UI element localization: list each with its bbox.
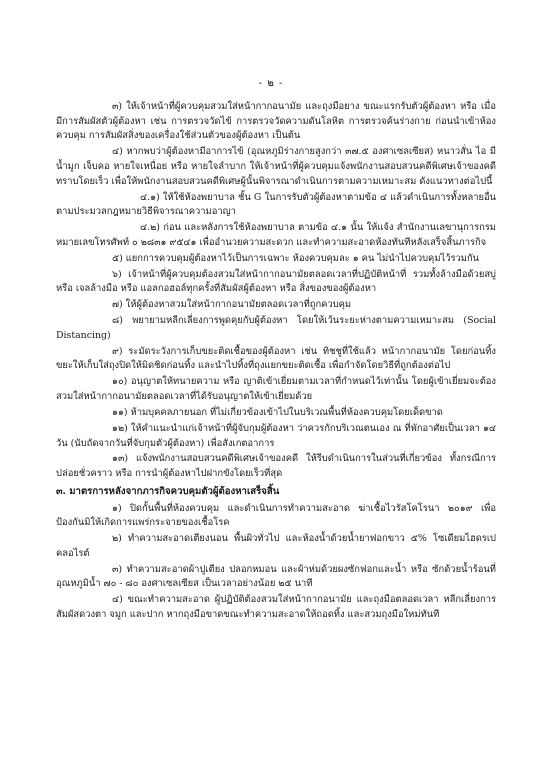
paragraph-item-13: ๑๓) แจ้งพนักงานสอบสวนคดีพิเศษเจ้าของคดี ให้รีบดำเนินการในส่วนที่เกี่ยวข้อง ทั้งกรณีการปล่อยชั่วคราว หรือ การนำผู้ต้องหาไปฝากขังโดยเร็วที่สุด xyxy=(56,453,496,480)
paragraph-item-8: ๘) พยายามหลีกเลี่ยงการพูดคุยกับผู้ต้องหา โดยให้เว้นระยะห่างตามความเหมาะสม (Social Distancing) xyxy=(56,315,496,341)
paragraph-item-10: ๑๐) อนุญาตให้ทนายความ หรือ ญาติเข้าเยี่ยมตามเวลาที่กำหนดไว้เท่านั้น โดยผู้เข้าเยี่ยมจะต้องสวมใส่หน้ากากอนามัยตลอดเวลาที่ได้รับอนุญาตให้เข้าเยี่ยมด้วย xyxy=(56,376,496,403)
paragraph-post-1: ๑) ปิดกั้นพื้นที่ห้องควบคุม และดำเนินการทำความสะอาด ฆ่าเชื้อไวรัสโคโรนา ๒๐๑๙ เพื่อป้องกันมิให้เกิดการแพร่กระจายของเชื้อโรค xyxy=(56,502,496,529)
section-heading-3: ๓. มาตรการหลังจากภารกิจควบคุมตัวผู้ต้องหาเสร็จสิ้น xyxy=(56,485,280,497)
paragraph-item-5: ๕) แยกการควบคุมผู้ต้องหาไว้เป็นการเฉพาะ ห้องควบคุมละ ๑ คน ไม่นำไปควบคุมไว้รวมกัน xyxy=(112,252,480,264)
paragraph-post-3: ๓) ทำความสะอาดผ้าปูเตียง ปลอกหมอน และผ้าห่มด้วยผงซักฟอกและน้ำ หรือ ซักด้วยน้ำร้อนที่อุณหภูมิน้ำ ๗๐ - ๘๐ องศาเซลเซียส เป็นเวลาอย่างน้อย ๒๕ นาที xyxy=(56,563,496,590)
paragraph-item-11: ๑๑) ห้ามบุคคลภายนอก ที่ไม่เกี่ยวข้องเข้าไปในบริเวณพื้นที่ห้องควบคุมโดยเด็ดขาด xyxy=(112,406,443,418)
paragraph-item-4-1: ๔.๑) ให้ใช้ห้องพยาบาล ชั้น G ในการรับตัวผู้ต้องหาตามข้อ ๔ แล้วดำเนินการทั้งหลายอื่นตามประมวลกฎหมายวิธีพิจารณาความอาญา xyxy=(56,191,496,218)
page-number: - ๒ - xyxy=(258,78,284,89)
paragraph-item-12: ๑๒) ให้คำแนะนำแก่เจ้าหน้าที่ผู้จับกุมผู้ต้องหา ว่าควรกักบริเวณตนเอง ณ ที่พักอาศัยเป็นเวลา ๑๔ วัน (นับถัดจากวันที่จับกุมตัวผู้ต้องหา) เพื่อสังเกตอาการ xyxy=(56,422,496,449)
paragraph-item-6: ๖) เจ้าหน้าที่ผู้ควบคุมต้องสวมใส่หน้ากากอนามัยตลอดเวลาที่ปฏิบัติหน้าที่ รวมทั้งล้างมือด้วยสบู่ หรือ เจลล้างมือ หรือ แอลกอฮอล์ทุกครั้งที่สัมผัสผู้ต้องหา หรือ สิ่งของของผู้ต้องหา xyxy=(56,268,496,295)
paragraph-post-2: ๒) ทำความสะอาดเตียงนอน พื้นผิวทั่วไป และห้องน้ำด้วยน้ำยาฟอกขาว ๕% โซเดียมไฮดรเปคลอไรต์ xyxy=(56,533,496,559)
paragraph-post-4: ๔) ขณะทำความสะอาด ผู้ปฏิบัติต้องสวมใส่หน้ากากอนามัย และถุงมือตลอดเวลา หลีกเลี่ยงการสัมผัสดวงตา จมูก และปาก หากถุงมือขาดขณะทำความสะอาดให้ถอดทิ้ง และสวมถุงมือใหม่ทันที xyxy=(56,594,496,621)
paragraph-item-3: ๓) ให้เจ้าหน้าที่ผู้ควบคุมสวมใส่หน้ากากอนามัย และถุงมือยาง ขณะแรกรับตัวผู้ต้องหา หรือ เมื่อมีการสัมผัสตัวผู้ต้องหา เช่น การตรวจวัดไข้ การตรวจวัดความดันโลหิต การตรวจค้นร่างกาย ก่อนนำเข้าห้องควบคุม การสัมผัสสิ่งของเครื่องใช้ส่วนตัวของผู้ต้องหา เป็นต้น xyxy=(56,101,496,142)
paragraph-item-7: ๗) ให้ผู้ต้องหาสวมใส่หน้ากากอนามัยตลอดเวลาที่ถูกควบคุม xyxy=(112,299,352,311)
paragraph-item-4: ๔) หากพบว่าผู้ต้องหามีอาการไข้ (อุณหภูมิร่างกายสูงกว่า ๓๗.๕ องศาเซลเซียส) หนาวสั่น ไอ มีน้ำมูก เจ็บคอ หายใจเหนื่อย หรือ หายใจลำบาก ให้เจ้าหน้าที่ผู้ควบคุมแจ้งพนักงานสอบสวนคดีพิเศษเจ้าของคดีทราบโดยเร็ว เพื่อให้พนักงานสอบสวนคดีพิเศษผู้นั้นพิจารณาดำเนินการตามความเหมาะสม ดังแนวทางต่อไปนี้ xyxy=(56,146,496,187)
paragraph-item-4-2: ๔.๒) ก่อน และหลังการใช้ห้องพยาบาล ตามข้อ ๔.๑ นั้น ให้แจ้ง สำนักงานเลขานุการกรม หมายเลขโทรศัพท์ ๐ ๒๘๓๑ ๙๕๔๑ เพื่ออำนวยความสะดวก และทำความสะอาดห้องทันทีหลังเสร็จสิ้นภารกิจ xyxy=(56,222,496,248)
paragraph-item-9: ๙) ระมัดระวังการเก็บขยะติดเชื้อของผู้ต้องหา เช่น ทิชชูที่ใช้แล้ว หน้ากากอนามัย โดยก่อนทิ้งขยะให้เก็บใส่ถุงปิดให้มิดชิดก่อนทิ้ง และนำไปทิ้งที่ถุงแยกขยะติดเชื้อ เพื่อกำจัดโดยวิธีที่ถูกต้องต่อไป xyxy=(56,345,496,372)
body-text xyxy=(56,100,496,624)
